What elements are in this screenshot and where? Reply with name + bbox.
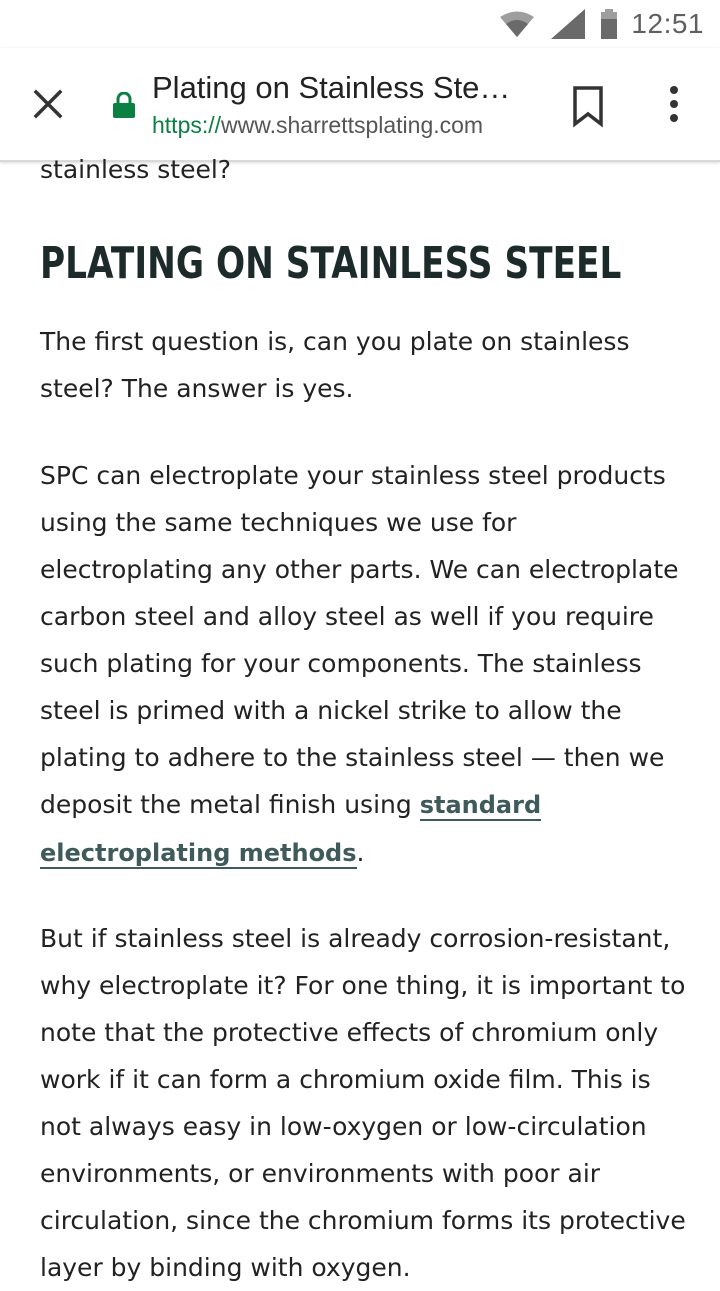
section-heading: PLATING ON STAINLESS STEEL [40, 238, 622, 289]
status-icons [499, 0, 704, 48]
page-url[interactable] [152, 112, 483, 139]
paragraph-2-text: SPC can electroplate your stainless steel products using the same techniques we use for electroplating any other parts. We can electroplate carbon steel and alloy steel as well if you require such plating for your components. The stainless steel is primed with a nickel strike to allow the plating to adhere to the stainless steel — then we deposit the metal finish using [40, 461, 679, 819]
clock: 12:51 [631, 8, 704, 39]
more-vert-icon[interactable] [660, 84, 688, 124]
url-host: www.sharrettsplating.com [221, 112, 484, 138]
url-scheme: https:// [152, 112, 222, 138]
page-title: Plating on Stainless Ste… [152, 70, 511, 105]
cell-signal-icon [551, 9, 585, 39]
custom-tab-toolbar [0, 48, 720, 162]
partial-text-line: stainless steel? [40, 155, 232, 184]
wifi-icon [499, 10, 535, 38]
standard-electroplating-link[interactable]: standard electroplating methods [40, 791, 542, 867]
close-icon[interactable] [28, 84, 68, 124]
lock-icon [112, 92, 136, 118]
paragraph-3: But if stainless steel is already corrosion-resistant, why electroplate it? For one thing, it is important to note that the protective effects of chromium only work if it can form a chromium oxide film. This is not always easy in low-oxygen or low-circulation environments, or environments with poor air circulation, since the chromium forms its protective layer by binding with oxygen. [40, 924, 686, 1282]
paragraph-2 [40, 452, 690, 877]
bookmark-icon[interactable] [568, 84, 608, 128]
battery-icon [601, 9, 617, 39]
paragraph-1: The first question is, can you plate on stainless steel? The answer is yes. [40, 327, 630, 403]
paragraph-2-end: . [356, 838, 365, 867]
status-bar [0, 0, 720, 48]
